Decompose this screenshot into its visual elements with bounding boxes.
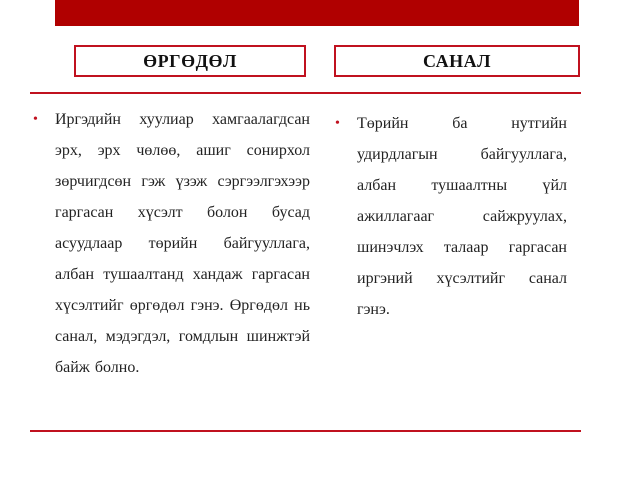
sanal-bullet-item	[335, 108, 567, 325]
urgudul-column	[33, 104, 310, 383]
heading-urgudul	[74, 45, 306, 77]
urgudul-bullet-item	[33, 104, 310, 383]
bottom-divider	[30, 430, 581, 432]
top-banner	[55, 0, 579, 26]
bullet-icon: •	[335, 116, 340, 131]
top-divider	[30, 92, 581, 94]
bullet-icon: •	[33, 112, 38, 127]
sanal-column	[335, 108, 567, 325]
sanal-definition: Төрийн ба нутгийн удирдлагын байгууллага, албан тушаалтны үйл ажиллагааг сайжруулах, шинэчлэх талаар гаргасан иргэний хүсэлтийг санал гэнэ.	[357, 115, 567, 318]
urgudul-definition: Иргэдийн хуулиар хамгаалагдсан эрх, эрх чөлөө, ашиг сонирхол зөрчигдсөн гэж үзэж сэргээлгэхээр гаргасан хүсэлт болон бусад асуудлаар төрийн байгууллага, албан тушаалтанд хандаж гаргасан хүсэлтийг өргөдөл гэнэ. Өргөдөл нь санал, мэдэгдэл, гомдлын шинжтэй байж болно.	[55, 111, 310, 376]
heading-sanal	[334, 45, 580, 77]
heading-urgudul-text: ӨРГӨДӨЛ	[143, 50, 237, 71]
heading-sanal-text: САНАЛ	[422, 50, 491, 71]
